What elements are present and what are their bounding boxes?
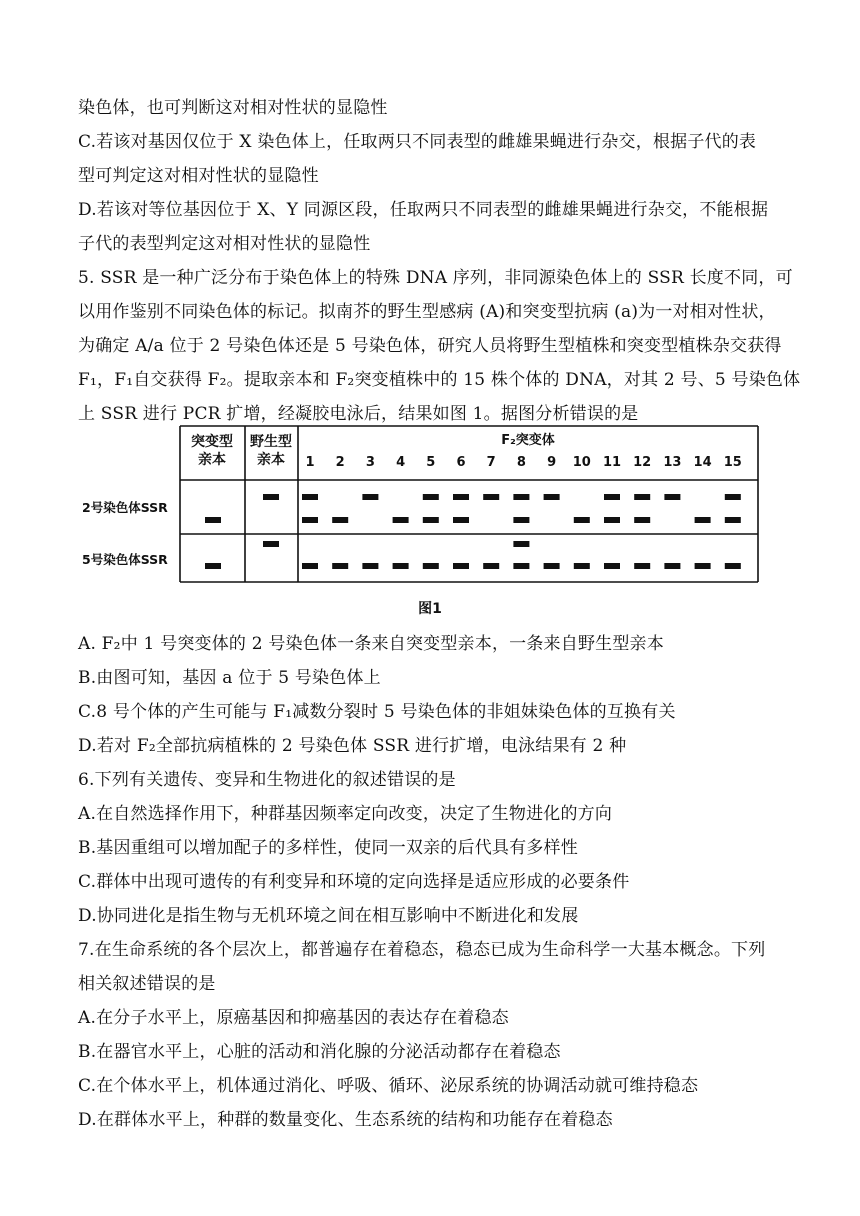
option-d: D.若对 F₂全部抗病植株的 2 号染色体 SSR 进行扩增，电泳结果有 2 种 [78, 736, 627, 756]
question-7-stem: 7.在生命系统的各个层次上，都普遍存在着稳态，稳态已成为生命科学一大基本概念。下列 [78, 940, 766, 960]
row-label-chr5: 5号染色体SSR [82, 552, 168, 567]
band-chr2-upper [725, 494, 741, 500]
band-chr2-upper [423, 494, 439, 500]
question-6-stem: 6.下列有关遗传、变异和生物进化的叙述错误的是 [78, 770, 456, 790]
lane-number: 14 [693, 455, 712, 470]
lane-number: 2 [335, 455, 345, 470]
band-chr2-lower [332, 517, 348, 523]
band-chr5-lower [393, 563, 409, 569]
band-chr2-lower [302, 517, 318, 523]
band-chr2-lower [423, 517, 439, 523]
band-mutant-parent-chr5 [205, 563, 221, 569]
band-chr5-lower [725, 563, 741, 569]
header-mutant-parent-2: 亲本 [198, 452, 226, 468]
band-chr5-lower [302, 563, 318, 569]
header-wild-parent-1: 野生型 [250, 434, 292, 450]
lane-number: 12 [633, 455, 652, 470]
band-chr2-lower [634, 517, 650, 523]
band-chr2-upper [544, 494, 560, 500]
band-chr2-upper [634, 494, 650, 500]
option-b: B.在器官水平上，心脏的活动和消化腺的分泌活动都存在着稳态 [78, 1042, 561, 1062]
header-f2-mutants: F₂突变体 [501, 433, 555, 448]
band-chr5-lower [453, 563, 469, 569]
header-wild-parent-2: 亲本 [257, 452, 285, 468]
lane-number: 9 [547, 455, 557, 470]
figure-caption: 图1 [418, 601, 442, 617]
option-d: D.协同进化是指生物与无机环境之间在相互影响中不断进化和发展 [78, 906, 579, 926]
gel-table [80, 424, 760, 584]
band-chr2-upper [362, 494, 378, 500]
gel-electrophoresis-figure [80, 424, 760, 584]
band-chr2-upper [513, 494, 529, 500]
option-d: D.若该对等位基因位于 X、Y 同源区段，任取两只不同表型的雌雄果蝇进行杂交，不能根据 [78, 200, 769, 220]
f2-band-group [302, 494, 741, 569]
lane-number: 5 [426, 455, 436, 470]
option-b: B.基因重组可以增加配子的多样性，使同一双亲的后代具有多样性 [78, 838, 578, 858]
option-c: C.8 号个体的产生可能与 F₁减数分裂时 5 号染色体的非姐妹染色体的互换有关 [78, 702, 676, 722]
lane-number: 13 [663, 455, 682, 470]
band-chr5-lower [544, 563, 560, 569]
lane-number: 10 [572, 455, 591, 470]
band-chr5-lower [664, 563, 680, 569]
lane-number: 3 [365, 455, 375, 470]
option-c: C.群体中出现可遗传的有利变异和环境的定向选择是适应形成的必要条件 [78, 872, 630, 892]
band-chr2-upper [453, 494, 469, 500]
band-chr5-lower [634, 563, 650, 569]
lane-number: 15 [723, 455, 742, 470]
band-chr2-lower [513, 517, 529, 523]
band-chr2-lower [574, 517, 590, 523]
band-chr2-lower [695, 517, 711, 523]
band-chr5-lower [604, 563, 620, 569]
lane-number: 4 [396, 455, 406, 470]
band-chr5-lower [483, 563, 499, 569]
text-line: 为确定 A/a 位于 2 号染色体还是 5 号染色体，研究人员将野生型植株和突变型植株杂交获得 [78, 336, 782, 356]
lane-number: 7 [486, 455, 496, 470]
option-b: B.由图可知，基因 a 位于 5 号染色体上 [78, 668, 381, 688]
text-line: 染色体，也可判断这对相对性状的显隐性 [78, 98, 388, 118]
text-line: 以用作鉴别不同染色体的标记。拟南芥的野生型感病 (A)和突变型抗病 (a)为一对相对性状， [78, 302, 776, 322]
band-chr2-lower [393, 517, 409, 523]
band-chr2-lower [453, 517, 469, 523]
lane-number: 6 [456, 455, 466, 470]
band-wild-parent-chr5 [263, 541, 279, 547]
band-chr5-lower [362, 563, 378, 569]
band-chr5-lower [332, 563, 348, 569]
band-chr5-lower [695, 563, 711, 569]
band-chr2-upper [302, 494, 318, 500]
band-chr5-upper [513, 541, 529, 547]
band-chr5-lower [423, 563, 439, 569]
option-c: C.在个体水平上，机体通过消化、呼吸、循环、泌尿系统的协调活动就可维持稳态 [78, 1076, 699, 1096]
header-mutant-parent-1: 突变型 [191, 434, 233, 450]
band-chr5-lower [513, 563, 529, 569]
option-d: D.在群体水平上，种群的数量变化、生态系统的结构和功能存在着稳态 [78, 1110, 613, 1130]
lane-number: 11 [602, 455, 622, 470]
lane-number-row [305, 455, 741, 470]
lane-number: 8 [516, 455, 526, 470]
band-chr2-upper [664, 494, 680, 500]
band-chr5-lower [574, 563, 590, 569]
band-chr2-lower [725, 517, 741, 523]
text-line: 子代的表型判定这对相对性状的显隐性 [78, 234, 371, 254]
band-chr2-upper [483, 494, 499, 500]
text-line: 上 SSR 进行 PCR 扩增，经凝胶电泳后，结果如图 1。据图分析错误的是 [78, 404, 639, 424]
band-chr2-upper [604, 494, 620, 500]
text-line: 相关叙述错误的是 [78, 974, 216, 994]
band-mutant-parent-chr2 [205, 517, 221, 523]
text-line: F₁，F₁自交获得 F₂。提取亲本和 F₂突变植株中的 15 株个体的 DNA，对其 2 号、5 号染色体 [78, 370, 801, 390]
option-a: A. F₂中 1 号突变体的 2 号染色体一条来自突变型亲本，一条来自野生型亲本 [78, 634, 664, 654]
row-label-chr2: 2号染色体SSR [82, 500, 168, 515]
text-line: 型可判定这对相对性状的显隐性 [78, 166, 319, 186]
option-a: A.在分子水平上，原癌基因和抑癌基因的表达存在着稳态 [78, 1008, 509, 1028]
band-chr2-lower [604, 517, 620, 523]
question-5-stem: 5. SSR 是一种广泛分布于染色体上的特殊 DNA 序列，非同源染色体上的 SSR 长度不同，可 [78, 268, 793, 288]
option-c: C.若该对基因仅位于 X 染色体上，任取两只不同表型的雌雄果蝇进行杂交，根据子代的表 [78, 132, 757, 152]
option-a: A.在自然选择作用下，种群基因频率定向改变，决定了生物进化的方向 [78, 804, 613, 824]
band-wild-parent-chr2 [263, 494, 279, 500]
lane-number: 1 [305, 455, 315, 470]
